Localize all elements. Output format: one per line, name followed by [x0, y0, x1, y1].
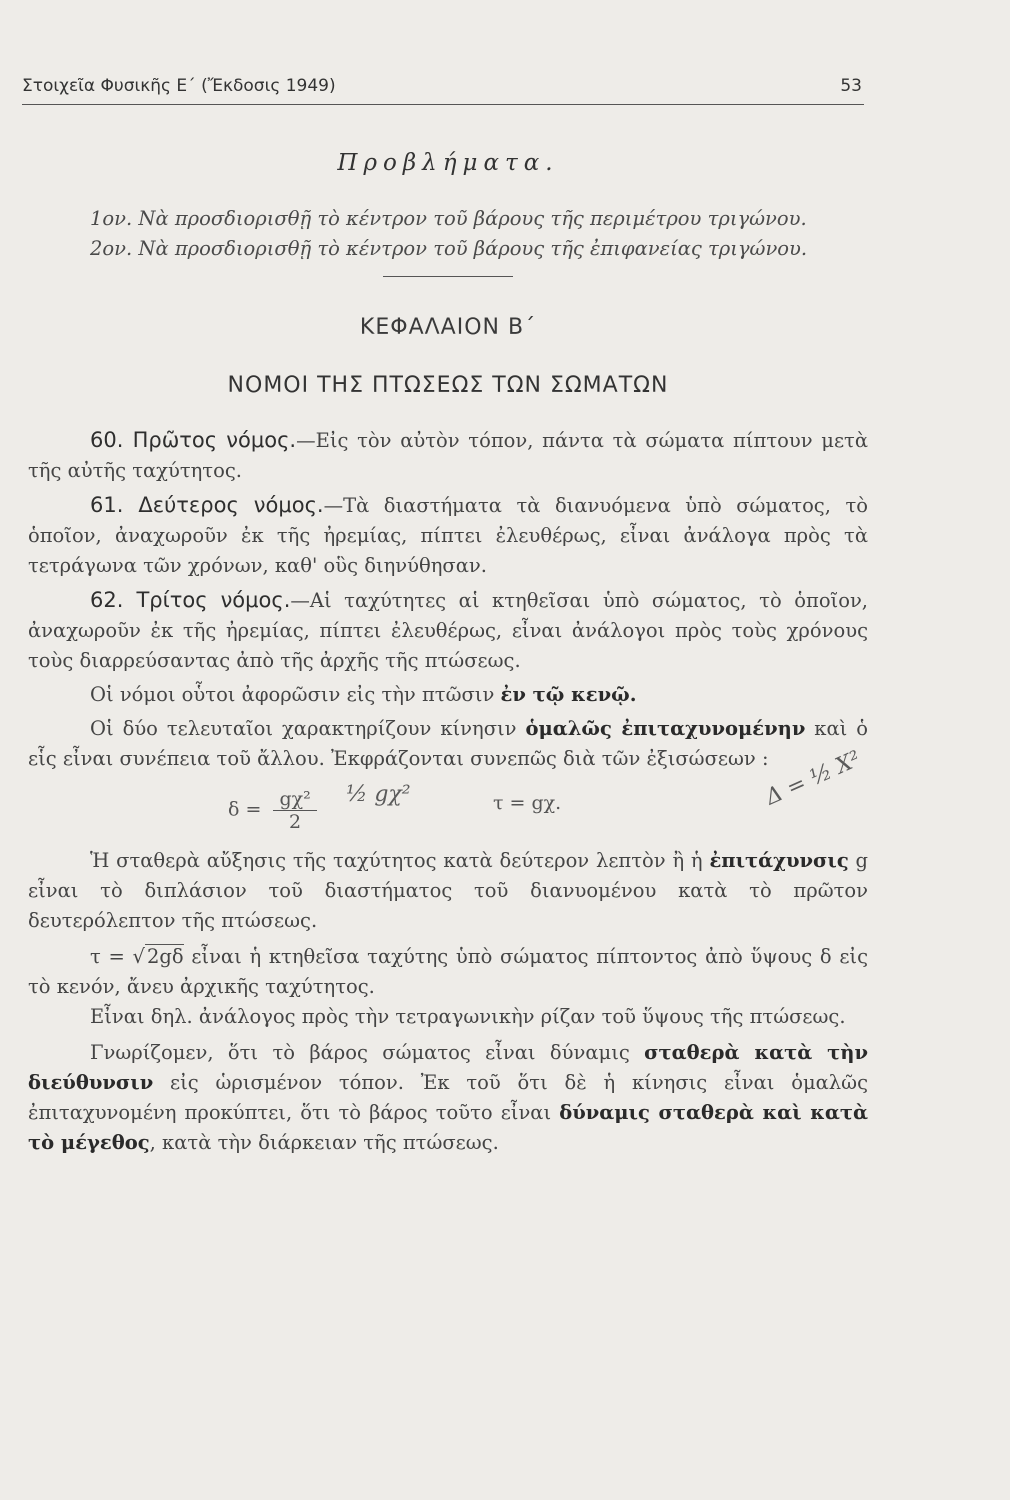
note-text: Οἱ δύο τελευταῖοι χαρακτηρίζουν κίνησιν: [90, 717, 526, 740]
paragraph-text: g εἶναι τὸ διπλάσιον τοῦ διαστήματος τοῦ διανυομένου κατὰ τὸ πρῶτον δευτερόλεπτον τῆς πτώσεως.: [28, 849, 868, 932]
fraction-denominator: 2: [289, 811, 302, 833]
section-divider: [383, 276, 513, 277]
chapter-title: ΝΟΜΟΙ ΤΗΣ ΠΤΩΣΕΩΣ ΤΩΝ ΣΩΜΑΤΩΝ: [227, 373, 669, 398]
fall-equations: [28, 746, 868, 840]
paragraph-text: , κατὰ τὴν διάρκειαν τῆς πτώσεως.: [149, 1131, 499, 1154]
vacuum-note: [28, 680, 868, 710]
law-heading: 62. Τρίτος νόμος.: [90, 588, 291, 612]
problem-text: Νὰ προσδιορισθῇ τὸ κέντρον τοῦ βάρους τῆς περιμέτρου τριγώνου.: [138, 207, 807, 230]
equation-lhs: τ =: [90, 945, 133, 968]
handwritten-note: Δ = ½ Χ²: [762, 746, 865, 811]
equation-lhs: δ =: [228, 798, 262, 821]
bold-phrase: δύναμις σταθερὰ καὶ κατὰ τὸ μέγεθος: [28, 1101, 868, 1154]
motion-note: [28, 714, 868, 774]
fraction-numerator: gχ²: [273, 788, 316, 811]
paragraph-text: εἰς ὡρισμένον τόπον. Ἐκ τοῦ ὅτι δὲ ἡ κίνησις εἶναι ὁμαλῶς ἐπιταχυνομένη προκύπτει, ὅτι τὸ βάρος τοῦτο εἶναι: [28, 1071, 868, 1124]
bold-phrase: ὁμαλῶς ἐπιταχυνομένην: [525, 717, 806, 740]
bold-phrase: σταθερὰ κατὰ τὴν διεύθυνσιν: [28, 1041, 868, 1094]
paragraph-text: εἶναι ἡ κτηθεῖσα ταχύτης ὑπὸ σώματος πίπτοντος ἀπὸ ὕψους δ εἰς τὸ κενόν, ἄνευ ἀρχικῆς ταχύτητος.: [28, 945, 868, 998]
problem-number: 2ον.: [90, 237, 133, 260]
fraction: [273, 788, 316, 833]
page-number: 53: [840, 76, 862, 96]
radicand: 2gδ: [146, 945, 184, 968]
law-heading: 60. Πρῶτος νόμος.: [90, 428, 297, 452]
page-content: [28, 148, 868, 1158]
velocity-equation: τ = gχ.: [493, 792, 562, 814]
handwritten-note: ½ gχ²: [346, 782, 411, 807]
problem-2: [28, 234, 868, 264]
problem-number: 1ον.: [90, 207, 133, 230]
radical-sign: √: [132, 945, 145, 968]
law-61: [28, 490, 868, 581]
chapter-label: ΚΕΦΑΛΑΙΟΝ Β΄: [359, 315, 537, 340]
bold-phrase: ἐπιτάχυνσις: [709, 849, 849, 872]
law-62: [28, 585, 868, 676]
paragraph-text: Ἡ σταθερὰ αὔξησις τῆς ταχύτητος κατὰ δεύτερον λεπτὸν ἢ ἡ: [90, 849, 710, 872]
law-text: —Αἱ ταχύτητες αἱ κτηθεῖσαι ὑπὸ σώματος, τὸ ὁποῖον, ἀναχωροῦν ἐκ τῆς ἠρεμίας, πίπτει ἐλευθέρως, εἶναι ἀνάλογοι πρὸς τοὺς χρόνους τοὺς διαρρεύσαντας ἀπὸ τῆς ἀρχῆς τῆς πτώσεως.: [28, 589, 868, 672]
note-text: Οἱ νόμοι οὗτοι ἀφορῶσιν εἰς τὴν πτῶσιν: [90, 683, 501, 706]
distance-equation: [228, 788, 317, 833]
law-60: [28, 425, 868, 486]
problem-1: [28, 204, 868, 234]
law-text: —Εἰς τὸν αὐτὸν τόπον, πάντα τὰ σώματα πίπτουν μετὰ τῆς αὐτῆς ταχύτητος.: [28, 429, 868, 482]
law-heading: 61. Δεύτερος νόμος.: [90, 493, 324, 517]
bold-phrase: ἐν τῷ κενῷ.: [500, 683, 637, 706]
velocity-paragraph: [28, 942, 868, 1002]
problem-text: Νὰ προσδιορισθῇ τὸ κέντρον τοῦ βάρους τῆς ἐπιφανείας τριγώνου.: [138, 237, 808, 260]
paragraph-text: Γνωρίζομεν, ὅτι τὸ βάρος σώματος εἶναι δύναμις: [90, 1041, 645, 1064]
book-title: Στοιχεῖα Φυσικῆς Ε΄ (Ἔκδοσις 1949): [22, 76, 336, 96]
law-text: —Τὰ διαστήματα τὰ διανυόμενα ὑπὸ σώματος, τὸ ὁποῖον, ἀναχωροῦν ἐκ τῆς ἠρεμίας, πίπτει ἐλευθέρως, εἶναι ἀνάλογα πρὸς τὰ τετράγωνα τῶν χρόνων, καθ' οὓς διηνύθησαν.: [28, 494, 868, 577]
note-text: καὶ ὁ εἷς εἶναι συνέπεια τοῦ ἄλλου. Ἐκφράζονται συνεπῶς διὰ τῶν ἐξισώσεων :: [28, 717, 868, 770]
acceleration-paragraph: [28, 846, 868, 936]
weight-paragraph: [28, 1038, 868, 1158]
problems-heading: Προβλήματα.: [337, 150, 559, 176]
proportional-paragraph: Εἶναι δηλ. ἀνάλογος πρὸς τὴν τετραγωνικὴν ρίζαν τοῦ ὕψους τῆς πτώσεως.: [90, 1005, 846, 1028]
running-header: [22, 70, 864, 105]
